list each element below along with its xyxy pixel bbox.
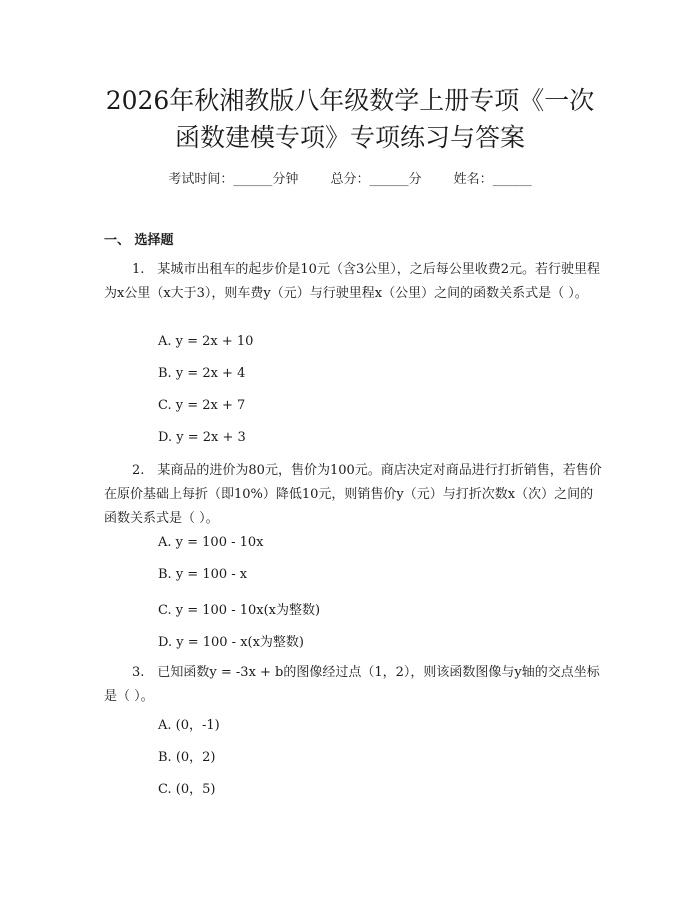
question-3-option-c: C. (0，5)	[158, 782, 216, 797]
question-2-text: 2. 某商品的进价为80元，售价为100元。商店决定对商品进行打折销售，若售价在原价基础上每折（即10%）降低10元，则销售价y（元）与打折次数x（次）之间的函数关系式是（ ）。	[104, 463, 602, 526]
question-2-option-c: C. y = 100 - 10x(x为整数)	[158, 603, 321, 618]
section-title: 一、 选择题	[104, 233, 174, 248]
exam-score: 总分：______分	[330, 172, 422, 187]
question-3	[104, 661, 604, 709]
question-2-option-b: B. y = 100 - x	[158, 567, 248, 582]
document-title	[60, 82, 640, 156]
question-2-option-a: A. y = 100 - 10x	[158, 535, 264, 550]
exam-time: 考试时间：______分钟	[168, 172, 299, 187]
question-1-text: 1. 某城市出租车的起步价是10元（含3公里），之后每公里收费2元。若行驶里程为x公里（x大于3），则车费y（元）与行驶里程x（公里）之间的函数关系式是（ ）。	[104, 262, 600, 301]
question-1-option-a: A. y = 2x + 10	[158, 334, 254, 349]
exam-meta	[0, 168, 700, 187]
title-line-1: 2026年秋湘教版八年级数学上册专项《一次	[105, 86, 595, 115]
question-3-option-a: A. (0，-1)	[158, 718, 220, 733]
question-2-option-d: D. y = 100 - x(x为整数)	[158, 635, 305, 650]
question-1	[104, 258, 604, 306]
question-1-option-b: B. y = 2x + 4	[158, 366, 246, 381]
question-1-option-c: C. y = 2x + 7	[158, 398, 246, 413]
title-line-2: 函数建模专项》专项练习与答案	[174, 123, 525, 152]
exam-name: 姓名：______	[453, 172, 532, 187]
question-2	[104, 459, 604, 531]
question-1-option-d: D. y = 2x + 3	[158, 430, 246, 445]
question-3-text: 3. 已知函数y = -3x + b的图像经过点（1，2），则该函数图像与y轴的交点坐标是（ ）。	[104, 665, 600, 704]
question-3-option-b: B. (0，2)	[158, 750, 216, 765]
